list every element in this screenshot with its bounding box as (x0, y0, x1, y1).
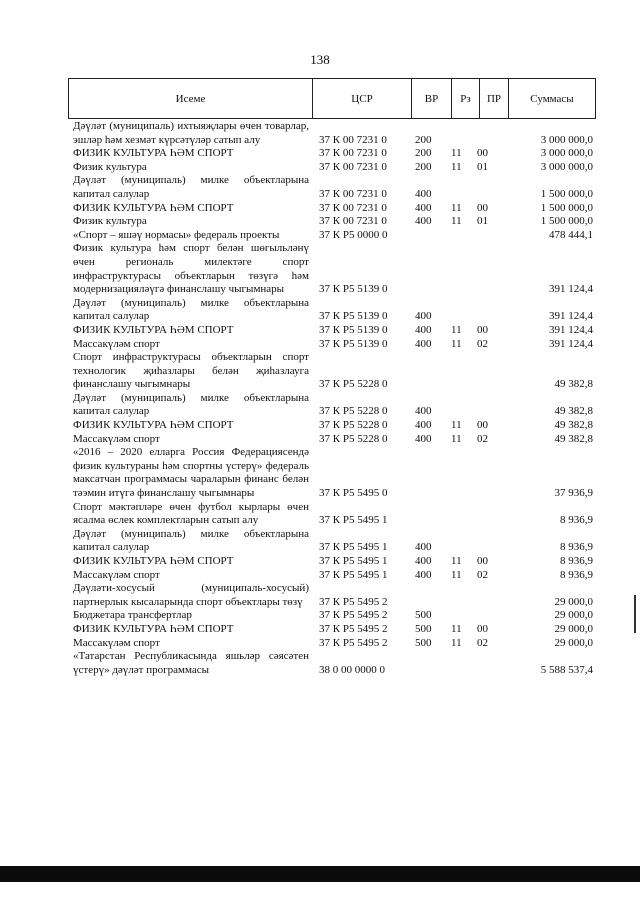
row-name: Бюджетара трансфертлар (73, 609, 192, 622)
row-sum: 8 936,9 (560, 555, 593, 567)
row-rz: 11 (451, 432, 462, 445)
row-pr: 01 (477, 160, 488, 173)
table-row (73, 242, 593, 296)
row-rz: 11 (451, 215, 462, 228)
table-row (73, 120, 593, 147)
table-row (73, 351, 593, 392)
header-csr: ЦСР (313, 79, 412, 118)
row-sum: 8 936,9 (560, 568, 593, 581)
header-name: Исеме (69, 79, 313, 118)
row-csr: 37 К 00 7231 0 (319, 215, 387, 228)
scan-bottom-bar (0, 866, 640, 882)
row-name: Физик культура һәм спорт белән шөгыльләнү өчен региональ милектәге спорт инфраструктурасы объектларын төзүгә һәм модернизацияләүгә финанслашу чыгымнары (73, 242, 309, 296)
row-name: «2016 – 2020 елларга Россия Федерациясендә физик культураны һәм спортны үстерү» федераль максатчан программасы чараларын финанс белән тәэмин итүгә финанслашу чыгымнары (73, 446, 309, 500)
table-header (68, 78, 596, 119)
row-pr: 02 (477, 568, 488, 581)
row-csr: 37 К 00 7231 0 (319, 201, 387, 214)
row-pr: 00 (477, 323, 488, 336)
row-vr: 500 (415, 609, 432, 622)
header-sum: Суммасы (530, 92, 574, 105)
row-csr: 37 К Р5 5139 0 (319, 283, 388, 296)
table-row (73, 569, 593, 583)
row-csr: 37 К Р5 5495 0 (319, 487, 388, 500)
table-body (73, 120, 593, 677)
row-pr: 00 (477, 147, 488, 160)
row-vr: 400 (415, 310, 432, 323)
table-row (73, 229, 593, 243)
header-pr: ПР (480, 79, 509, 118)
row-name: Дәүләт (муниципаль) милке объектларына капитал салулар (73, 174, 309, 200)
row-csr: 37 К Р5 5495 2 (319, 609, 388, 622)
row-vr: 400 (415, 555, 432, 567)
row-sum: 1 500 000,0 (540, 215, 593, 228)
row-sum: 8 936,9 (560, 541, 593, 554)
row-vr: 200 (415, 147, 432, 160)
row-sum: 391 124,4 (549, 323, 593, 336)
row-pr: 02 (477, 432, 488, 445)
row-sum: 37 936,9 (554, 487, 593, 500)
row-vr: 500 (415, 622, 432, 635)
row-rz: 11 (451, 568, 462, 581)
table-row (73, 202, 593, 216)
row-csr: 37 К 00 7231 0 (319, 147, 387, 160)
row-rz: 11 (451, 323, 462, 336)
table-row (73, 338, 593, 352)
row-rz: 11 (451, 147, 462, 160)
row-csr: 37 К Р5 5228 0 (319, 378, 388, 391)
row-vr: 500 (415, 636, 432, 649)
scan-mark (634, 595, 636, 633)
table-row (73, 650, 593, 677)
table-row (73, 623, 593, 637)
table-row (73, 582, 593, 609)
row-csr: 37 К Р5 5495 1 (319, 514, 388, 527)
row-name: ФИЗИК КУЛЬТУРА ҺӘМ СПОРТ (73, 147, 234, 160)
row-csr: 37 К Р5 5495 1 (319, 568, 388, 581)
row-csr: 37 К Р5 5495 2 (319, 622, 388, 635)
row-csr: 38 0 00 0000 0 (319, 663, 385, 676)
row-sum: 49 382,8 (554, 405, 593, 418)
row-csr: 37 К Р5 0000 0 (319, 228, 388, 241)
row-sum: 3 000 000,0 (540, 133, 593, 146)
row-vr: 400 (415, 187, 432, 200)
row-pr: 00 (477, 555, 488, 567)
row-sum: 29 000,0 (554, 622, 593, 635)
row-sum: 49 382,8 (554, 419, 593, 432)
row-csr: 37 К Р5 5495 2 (319, 636, 388, 649)
row-sum: 391 124,4 (549, 337, 593, 350)
row-name: Физик культура (73, 215, 147, 228)
row-sum: 29 000,0 (554, 636, 593, 649)
row-csr: 37 К Р5 5139 0 (319, 310, 388, 323)
page-number: 138 (310, 52, 330, 67)
row-name: Дәүләт (муниципаль) милке объектларына капитал салулар (73, 296, 309, 323)
row-sum: 29 000,0 (554, 609, 593, 622)
row-csr: 37 К Р5 5228 0 (319, 419, 388, 432)
row-csr: 37 К 00 7231 0 (319, 133, 387, 146)
table-row (73, 419, 593, 433)
row-csr: 37 К Р5 5139 0 (319, 337, 388, 350)
row-name: ФИЗИК КУЛЬТУРА ҺӘМ СПОРТ (73, 201, 234, 214)
row-name: Дәүләти-хосусый (муниципаль-хосусый) партнерлык кысаларында спорт объектлары төзү (73, 582, 309, 608)
table-row (73, 555, 593, 569)
row-sum: 3 000 000,0 (540, 160, 593, 173)
row-vr: 400 (415, 201, 432, 214)
table-row (73, 637, 593, 651)
row-name: Массакүләм спорт (73, 636, 160, 649)
header-rz: Рз (452, 79, 480, 118)
row-rz: 11 (451, 160, 462, 173)
row-pr: 00 (477, 201, 488, 214)
row-rz: 11 (451, 555, 462, 567)
row-csr: 37 К 00 7231 0 (319, 160, 387, 173)
row-sum: 1 500 000,0 (540, 187, 593, 200)
row-pr: 02 (477, 337, 488, 350)
table-row (73, 446, 593, 500)
row-vr: 400 (415, 215, 432, 228)
row-sum: 478 444,1 (549, 228, 593, 241)
header-vr: ВР (412, 79, 452, 118)
row-rz: 11 (451, 337, 462, 350)
table-row (73, 215, 593, 229)
row-name: Дәүләт (муниципаль) ихтыяҗлары өчен товарлар, эшләр һәм хезмәт күрсәтүләр сатып алу (73, 120, 309, 146)
row-csr: 37 К Р5 5495 2 (319, 595, 388, 608)
table-row (73, 433, 593, 447)
row-vr: 200 (415, 133, 432, 146)
table-row (73, 392, 593, 419)
row-name: Физик культура (73, 160, 147, 173)
row-csr: 37 К Р5 5139 0 (319, 323, 388, 336)
row-csr: 37 К Р5 5495 1 (319, 541, 388, 554)
row-sum: 8 936,9 (560, 514, 593, 527)
row-pr: 00 (477, 419, 488, 432)
row-sum: 3 000 000,0 (540, 147, 593, 160)
row-name: «Татарстан Республикасында яшьләр сәясәтен үстерү» дәүләт программасы (73, 650, 309, 676)
row-rz: 11 (451, 636, 462, 649)
table-row (73, 528, 593, 555)
table-row (73, 147, 593, 161)
row-csr: 37 К Р5 5228 0 (319, 405, 388, 418)
row-vr: 400 (415, 568, 432, 581)
row-rz: 11 (451, 622, 462, 635)
row-vr: 400 (415, 419, 432, 432)
row-name: Дәүләт (муниципаль) милке объектларына капитал салулар (73, 391, 309, 418)
table-row (73, 324, 593, 338)
row-csr: 37 К Р5 5495 1 (319, 555, 388, 567)
row-name: ФИЗИК КУЛЬТУРА ҺӘМ СПОРТ (73, 622, 234, 635)
row-vr: 400 (415, 432, 432, 445)
table-row (73, 297, 593, 324)
table-row (73, 609, 593, 623)
row-rz: 11 (451, 419, 462, 432)
row-sum: 49 382,8 (554, 432, 593, 445)
row-name: ФИЗИК КУЛЬТУРА ҺӘМ СПОРТ (73, 419, 234, 432)
row-name: ФИЗИК КУЛЬТУРА ҺӘМ СПОРТ (73, 555, 234, 567)
row-name: «Спорт – яшәү нормасы» федераль проекты (73, 228, 280, 241)
row-vr: 400 (415, 541, 432, 554)
table-row (73, 174, 593, 201)
row-name: Массакүләм спорт (73, 432, 160, 445)
row-name: Дәүләт (муниципаль) милке объектларына капитал салулар (73, 527, 309, 554)
table-row (73, 161, 593, 175)
row-csr: 37 К 00 7231 0 (319, 187, 387, 200)
row-sum: 1 500 000,0 (540, 201, 593, 214)
row-rz: 11 (451, 201, 462, 214)
row-sum: 5 588 537,4 (540, 663, 593, 676)
table-row (73, 501, 593, 528)
row-name: Спорт мәктәпләре өчен футбол кырлары өчен ясалма өслек комплектларын сатып алу (73, 500, 309, 527)
row-name: Спорт инфраструктурасы объектларын спорт технологик җиһазлары белән җиһазлауга финанслашу чыгымнары (73, 351, 309, 391)
row-pr: 02 (477, 636, 488, 649)
row-csr: 37 К Р5 5228 0 (319, 432, 388, 445)
row-name: Массакүләм спорт (73, 337, 160, 350)
row-vr: 400 (415, 323, 432, 336)
row-name: ФИЗИК КУЛЬТУРА ҺӘМ СПОРТ (73, 323, 234, 336)
row-pr: 01 (477, 215, 488, 228)
row-pr: 00 (477, 622, 488, 635)
row-vr: 400 (415, 405, 432, 418)
row-sum: 29 000,0 (554, 595, 593, 608)
row-name: Массакүләм спорт (73, 568, 160, 581)
row-sum: 391 124,4 (549, 310, 593, 323)
row-sum: 49 382,8 (554, 378, 593, 391)
row-sum: 391 124,4 (549, 283, 593, 296)
row-vr: 200 (415, 160, 432, 173)
row-vr: 400 (415, 337, 432, 350)
